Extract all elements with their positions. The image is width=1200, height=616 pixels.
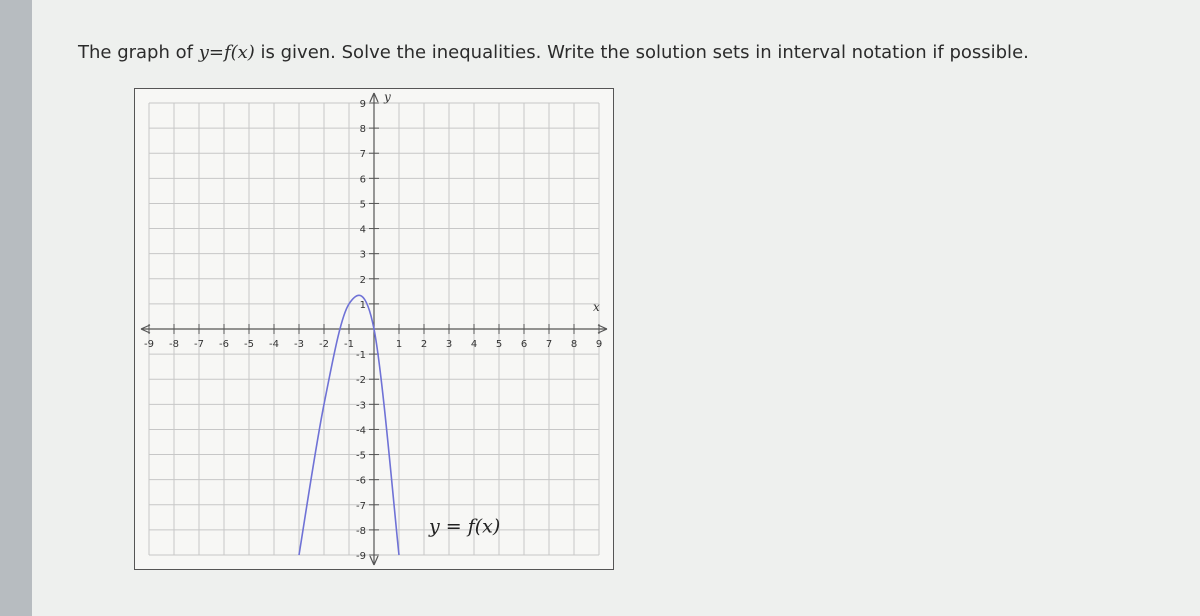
- y-tick-label: -4: [356, 425, 366, 437]
- prompt-function: y=f(x): [198, 42, 255, 63]
- y-tick-label: 3: [359, 249, 366, 261]
- y-tick-label: -3: [356, 400, 366, 412]
- y-tick-label: 4: [359, 224, 366, 236]
- y-tick-label: -1: [356, 350, 366, 362]
- prompt-after: is given. Solve the inequalities. Write the solution sets in interval notation if possible.: [254, 42, 1029, 63]
- curve-label: y = f(x): [429, 515, 501, 538]
- y-tick-label: 6: [359, 174, 366, 186]
- x-tick-label: -3: [294, 339, 304, 350]
- background-edge: [0, 0, 32, 616]
- graph-panel: [134, 88, 614, 570]
- x-tick-label: -7: [194, 339, 204, 350]
- y-tick-label: 7: [359, 149, 366, 161]
- x-tick-label: -6: [219, 339, 229, 350]
- x-tick-label: -9: [144, 339, 154, 350]
- y-tick-label: -8: [356, 525, 366, 537]
- y-tick-label: 9: [359, 99, 366, 110]
- x-tick-label: 9: [595, 339, 603, 350]
- x-tick-label: 4: [470, 339, 478, 350]
- x-tick-label: 7: [545, 339, 553, 350]
- x-tick-label: -2: [319, 339, 329, 350]
- y-tick-label: -2: [356, 375, 366, 387]
- x-tick-label: 3: [445, 339, 453, 350]
- y-tick-label: 5: [359, 199, 366, 211]
- x-tick-label: -8: [169, 339, 179, 350]
- y-tick-label: -6: [356, 475, 366, 487]
- x-tick-label: -5: [244, 339, 254, 350]
- y-tick-label: 1: [359, 299, 366, 311]
- y-tick-label: -5: [356, 450, 366, 462]
- prompt-before: The graph of: [78, 42, 199, 63]
- x-tick-label: 6: [520, 339, 528, 350]
- y-tick-label: -9: [356, 551, 366, 562]
- x-tick-label: 5: [495, 339, 503, 350]
- x-tick-label: -4: [269, 339, 279, 350]
- function-graph: [135, 89, 613, 569]
- y-tick-label: 2: [359, 274, 366, 286]
- x-tick-label: 1: [395, 339, 403, 350]
- y-tick-label: -7: [356, 500, 366, 512]
- y-axis-label: y: [384, 90, 391, 104]
- problem-prompt: [78, 42, 1029, 63]
- x-tick-label: 2: [420, 339, 428, 350]
- y-tick-label: 8: [359, 124, 366, 136]
- x-tick-label: -1: [344, 339, 354, 350]
- x-axis-label: x: [593, 300, 600, 314]
- x-tick-label: 8: [570, 339, 578, 350]
